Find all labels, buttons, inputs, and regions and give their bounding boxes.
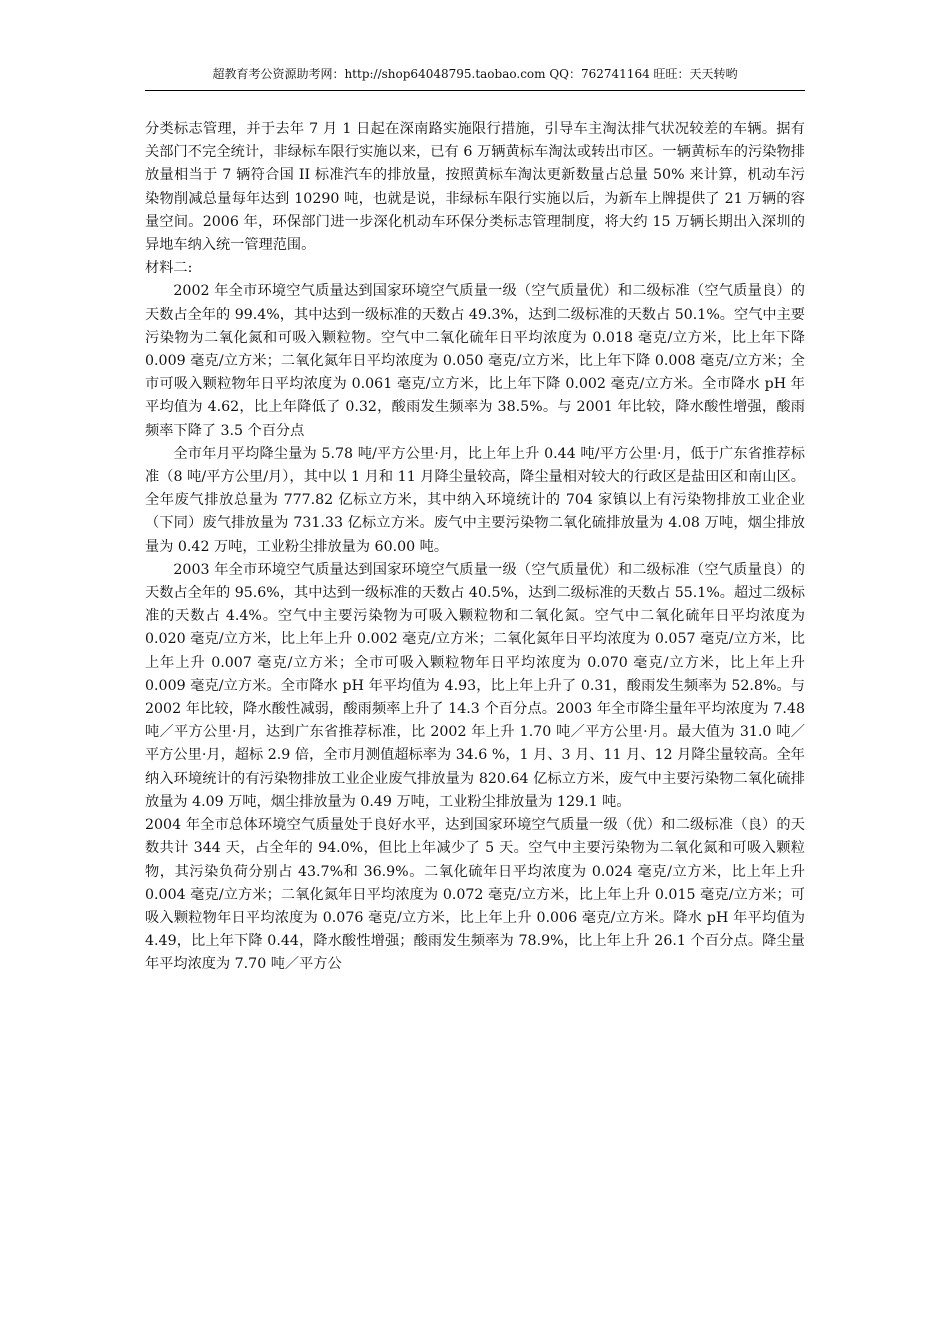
paragraph-vehicle-management: 分类标志管理，并于去年 7 月 1 日起在深南路实施限行措施，引导车主淘汰排气状况较差的车辆。据有关部门不完全统计，非绿标车限行实施以来，已有 6 万辆黄标车淘汰或转出市区。一辆黄标车的污染物排放量相当于 7 辆符合国 II 标准汽车的排放量，按照黄标车淘汰更新数量占总量 50% 来计算，机动车污染物削减总量每年达到 10290 吨，也就是说，非绿标车限行实施以后，为新车上牌提供了 21 万辆的容量空间。2006 年，环保部门进一步深化机动车环保分类标志管理制度，将大约 15 万辆长期出入深圳的异地车纳入统一管理范围。 [145, 121, 805, 254]
section-heading-material-2: 材料二: [145, 260, 193, 277]
header-divider [145, 90, 805, 91]
paragraph-2002-air-quality: 2002 年全市环境空气质量达到国家环境空气质量一级（空气质量优）和二级标准（空气质量良）的天数占全年的 99.4%，其中达到一级标准的天数占 49.3%，达到二级标准的天数占 50.1%。空气中主要污染物为二氧化氮和可吸入颗粒物。空气中二氧化硫年日平均浓度为 0.018 毫克/立方米，比上年下降 0.009 毫克/立方米；二氧化氮年日平均浓度为 0.050 毫克/立方米，比上年下降 0.008 毫克/立方米；全市可吸入颗粒物年日平均浓度为 0.061 毫克/立方米，比上年下降 0.002 毫克/立方米。全市降水 pH 年平均值为 4.62，比上年降低了 0.32，酸雨发生频率为 38.5%。与 2001 年比较，降水酸性增强，酸雨频率下降了 3.5 个百分点 [145, 283, 805, 439]
page-header: 超教育考公资源助考网：http://shop64048795.taobao.com QQ：762741164 旺旺：天天转哟 [212, 67, 738, 81]
paragraph-2002-dustfall: 全市年月平均降尘量为 5.78 吨/平方公里·月，比上年上升 0.44 吨/平方公里·月，低于广东省推荐标准（8 吨/平方公里/月），其中以 1 月和 11 月降尘量较高，降尘量相对较大的行政区是盐田区和南山区。全年废气排放总量为 777.82 亿标立方米，其中纳入环境统计的 704 家镇以上有污染物排放工业企业（下同）废气排放量为 731.33 亿标立方米。废气中主要污染物二氧化硫排放量为 4.08 万吨，烟尘排放量为 0.42 万吨，工业粉尘排放量为 60.00 吨。 [145, 445, 805, 555]
paragraph-2003-air-quality: 2003 年全市环境空气质量达到国家环境空气质量一级（空气质量优）和二级标准（空气质量良）的天数占全年的 95.6%，其中达到一级标准的天数占 40.5%，达到二级标准的天数占 55.1%。超过二级标准的天数占 4.4%。空气中主要污染物为可吸入颗粒物和二氧化氮。空气中二氧化硫年日平均浓度为 0.020 毫克/立方米，比上年上升 0.002 毫克/立方米；二氧化氮年日平均浓度为 0.057 毫克/立方米，比上年上升 0.007 毫克/立方米；全市可吸入颗粒物年日平均浓度为 0.070 毫克/立方米，比上年上升 0.009 毫克/立方米。全市降水 pH 年平均值为 4.93，比上年上升了 0.31，酸雨发生频率为 52.8%。与 2002 年比较，降水酸性减弱，酸雨频率上升了 14.3 个百分点。2003 年全市降尘量年平均浓度为 7.48 吨／平方公里·月，达到广东省推荐标准，比 2002 年上升 1.70 吨／平方公里·月。最大值为 31.0 吨／平方公里·月，超标 2.9 倍，全市月测值超标率为 34.6 %，1 月、3 月、11 月、12 月降尘量较高。全年纳入环境统计的有污染物排放工业企业废气排放量为 820.64 亿标立方米，废气中主要污染物二氧化硫排放量为 4.09 万吨，烟尘排放量为 0.49 万吨，工业粉尘排放量为 129.1 吨。 [145, 561, 805, 810]
document-body [145, 118, 805, 977]
paragraph-2004-air-quality: 2004 年全市总体环境空气质量处于良好水平，达到国家环境空气质量一级（优）和二级标准（良）的天数共计 344 天，占全年的 94.0%，但比上年减少了 5 天。空气中主要污染物为二氧化氮和可吸入颗粒物，其污染负荷分别占 43.7%和 36.9%。二氧化硫年日平均浓度为 0.024 毫克/立方米，比上年上升 0.004 毫克/立方米；二氧化氮年日平均浓度为 0.072 毫克/立方米，比上年上升 0.015 毫克/立方米；可吸入颗粒物年日平均浓度为 0.076 毫克/立方米，比上年上升 0.006 毫克/立方米。降水 pH 年平均值为 4.49，比上年下降 0.44，降水酸性增强；酸雨发生频率为 78.9%，比上年上升 26.1 个百分点。降尘量年平均浓度为 7.70 吨／平方公 [145, 817, 805, 973]
